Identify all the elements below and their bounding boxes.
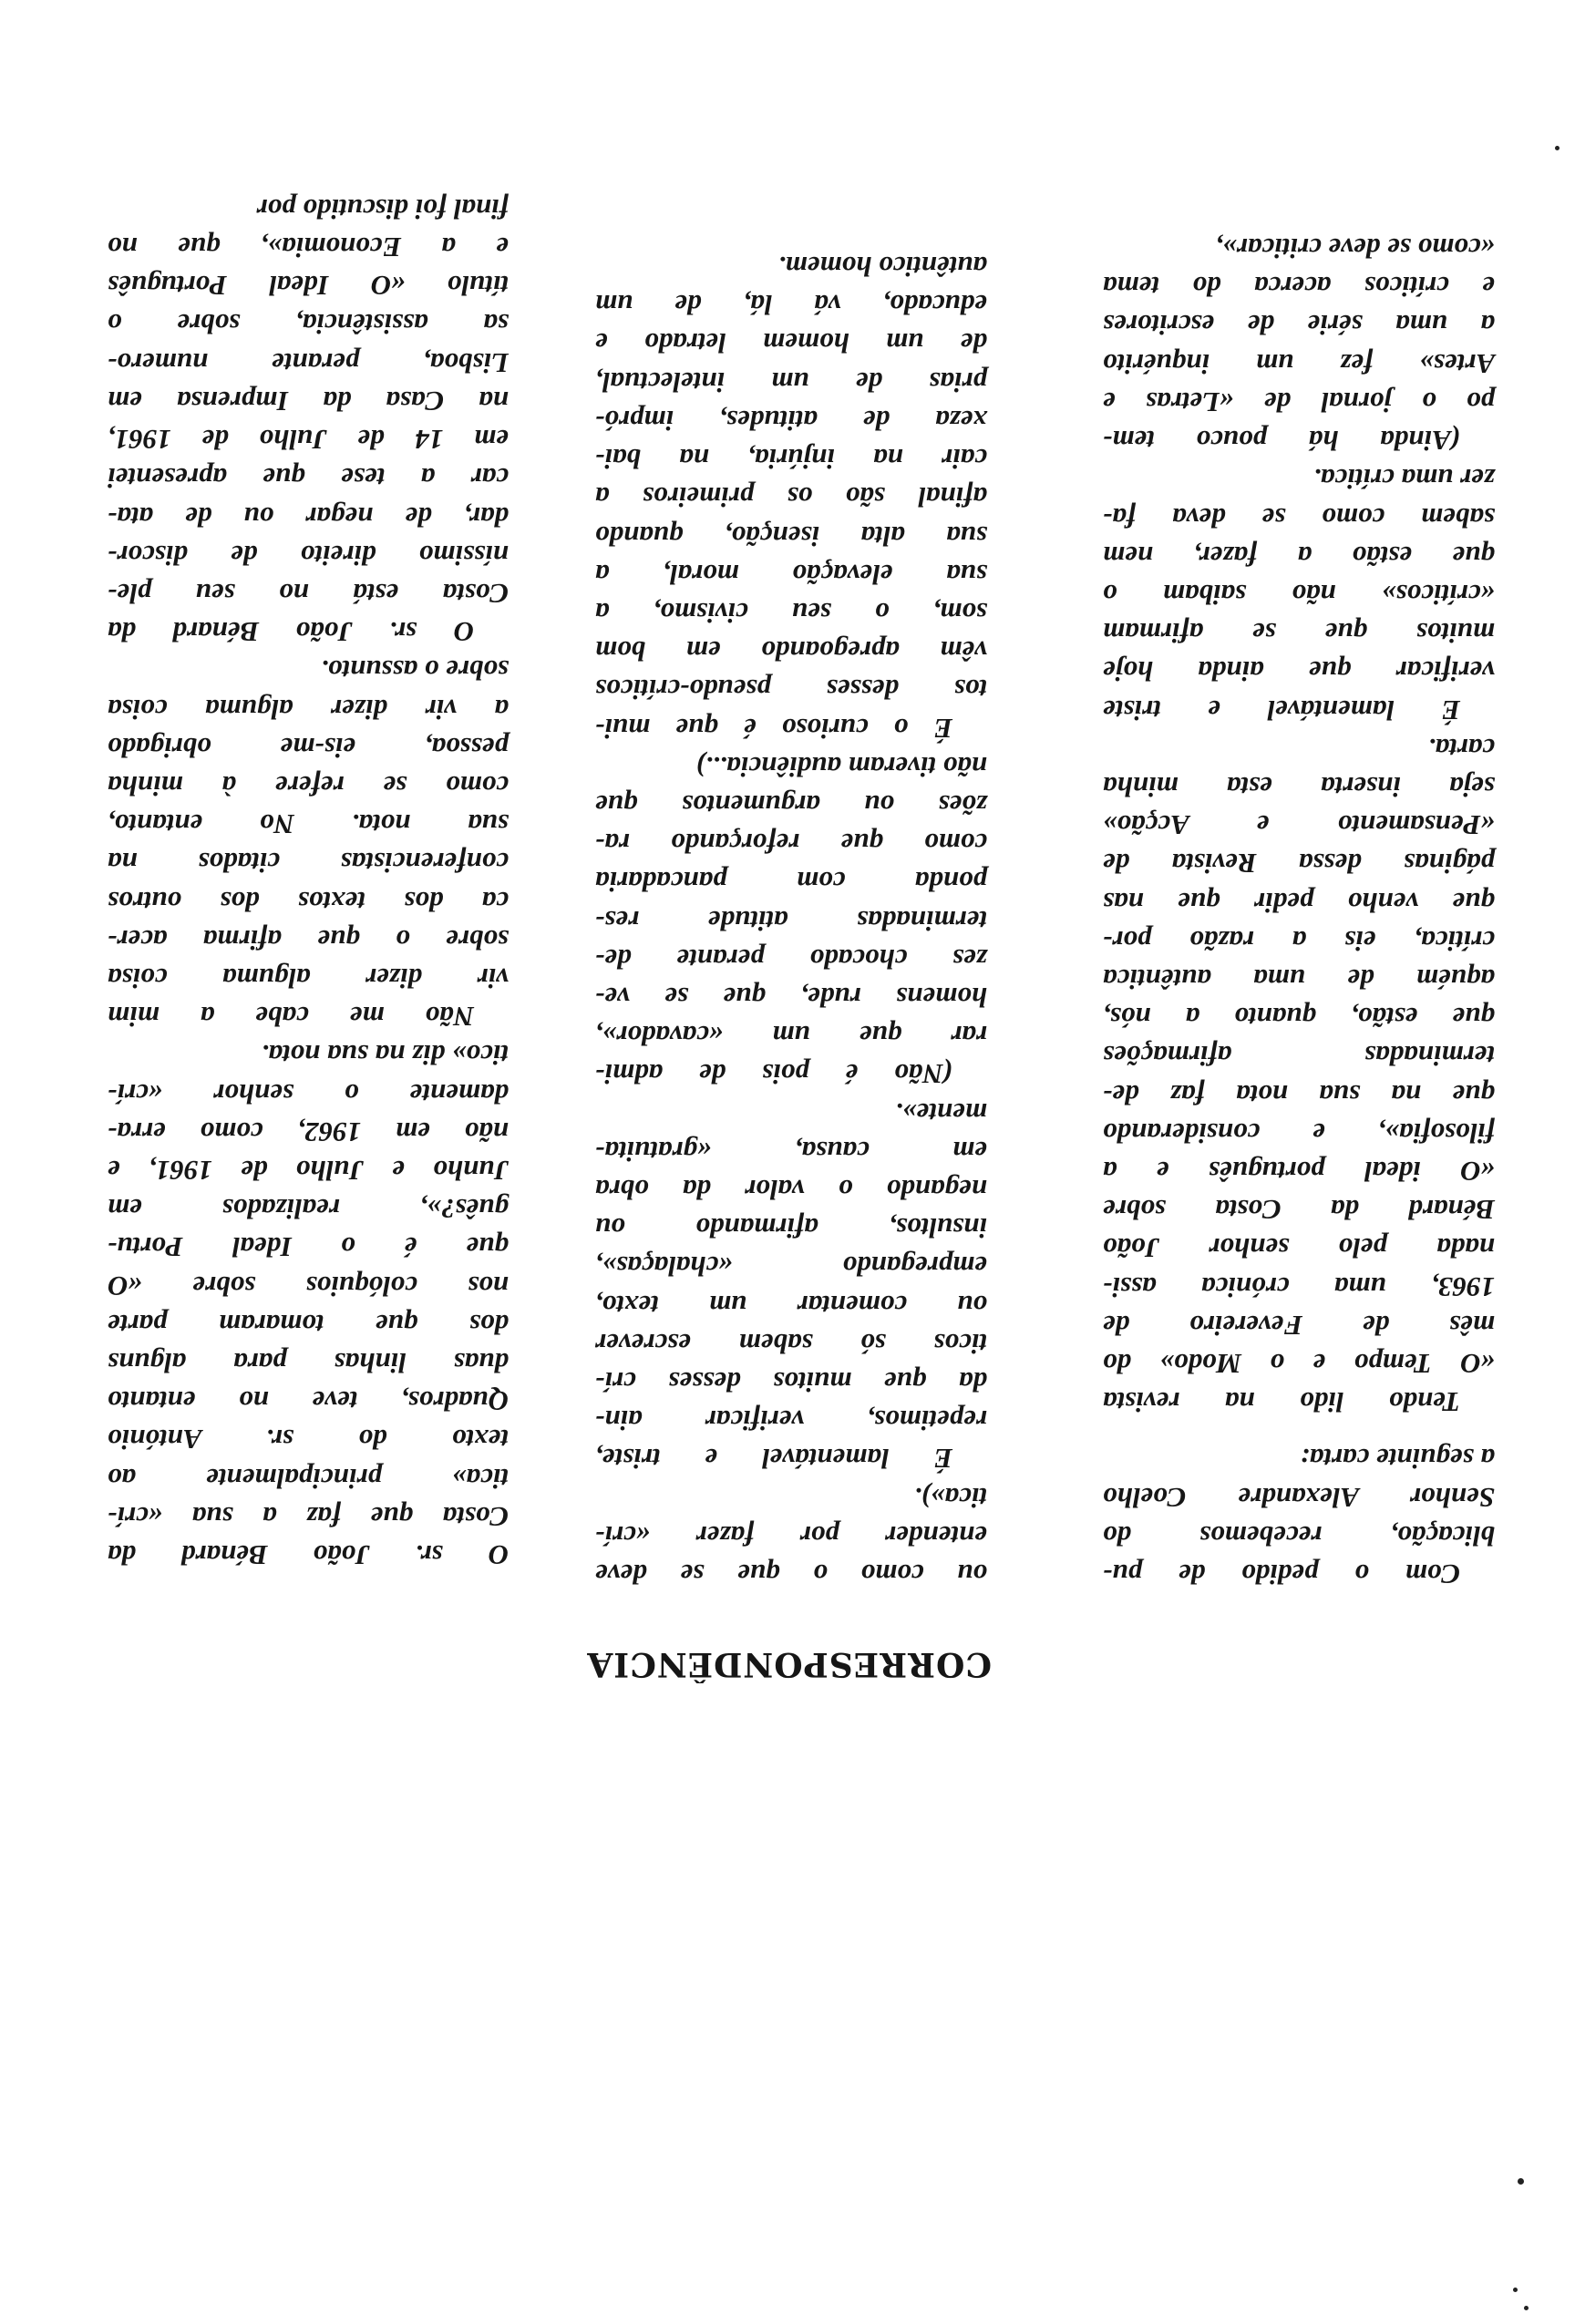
text-line: que estão a fazer, nem [1103, 540, 1495, 572]
text-line: e críticos acerca do tema [1103, 271, 1495, 303]
text-line: texto do sr. António [108, 1424, 509, 1456]
text-line: «como se deve criticar», [1215, 232, 1495, 265]
text-line: car a tese que apresentei [108, 462, 509, 495]
text-line: mente». [895, 1096, 987, 1129]
text-line: dos que tomaram parte [108, 1308, 509, 1341]
text-line: zer uma crítica. [1313, 463, 1495, 496]
scan-speck [1555, 146, 1560, 150]
text-line: filosofia», e considerando [1103, 1116, 1495, 1149]
letter-paragraph [595, 1093, 987, 1477]
text-line: a seguinte carta: [1300, 1443, 1495, 1476]
text-line: tica»). [913, 1481, 987, 1514]
text-line: educado, vá lá, de um [595, 289, 987, 322]
text-line: Senhor Alexandre Coelho [1103, 1481, 1495, 1514]
text-line: níssimo direito de discor- [108, 539, 509, 571]
text-line: rar que um «cavador», [595, 1020, 987, 1053]
letter-paragraph [1103, 459, 1495, 728]
text-line: Artes» fez um inquérito [1103, 347, 1495, 380]
text-line: (Ainda há pouco tem- [1103, 425, 1460, 458]
text-line: a vir dizer alguma coisa [108, 693, 509, 725]
text-line: que estão, quanto a nós, [1103, 1002, 1495, 1034]
scan-speck [1524, 2306, 1529, 2310]
text-line: homens rude, que se ve- [595, 981, 987, 1013]
text-line: conferencistas citados na [108, 847, 509, 879]
text-line: não em 1962, como erra- [108, 1116, 509, 1148]
text-line: Tendo lido na revista [1103, 1386, 1460, 1419]
text-line: som, o seu civismo, a [595, 596, 987, 629]
text-line: seja inserta esta minha [1103, 770, 1495, 803]
text-line: ou comentar um texto, [595, 1289, 987, 1321]
text-line: Com o pedido de pu- [1103, 1558, 1460, 1590]
text-line: carta. [1427, 732, 1495, 765]
text-line: crítica, eis a razão por- [1103, 924, 1495, 957]
text-line: «O ideal português e a [1103, 1155, 1495, 1188]
letter-paragraph [1103, 729, 1495, 1422]
text-line: ponda com pancadaria [595, 866, 987, 899]
text-line: sua nota. No entanto, [108, 808, 509, 841]
text-line: Bénard da Costa sobre [1103, 1194, 1495, 1227]
text-line: aquém de uma autêntica [1103, 962, 1495, 995]
text-line: O sr. João Bénard da [108, 1539, 509, 1571]
text-line: autêntico homem. [777, 251, 987, 283]
text-line: de um homem letrado e [595, 327, 987, 360]
text-line: verificar que ainda hoje [1103, 655, 1495, 688]
text-line: insultos, afirmando ou [595, 1212, 987, 1245]
text-line: e a Economia», que no [108, 231, 509, 264]
letter-paragraph [108, 190, 509, 651]
text-line: vir dizer alguma coisa [108, 961, 509, 994]
text-line: sua alta isenção, quando [595, 519, 987, 552]
text-line: Costa que faz a sua «crí- [108, 1500, 509, 1533]
text-line: blicação, recebemos do [1103, 1519, 1495, 1552]
text-line: terminadas atitude res- [595, 904, 987, 937]
text-line: na Casa da Imprensa em [108, 385, 509, 417]
text-line: como que reforçando ra- [595, 828, 987, 860]
text-line: (Não é pois de admi- [595, 1058, 952, 1091]
text-line: nada pelo senhor João [1103, 1232, 1495, 1265]
letter-paragraph [595, 1477, 987, 1593]
text-line: páginas dessa Revista de [1103, 848, 1495, 880]
text-line: Quadros, teve no entanto [108, 1385, 509, 1418]
text-line: tico» diz na sua nota. [261, 1039, 509, 1072]
text-line: nos colóquios sobre «O [108, 1270, 509, 1302]
text-line: duas linhas para alguns [108, 1346, 509, 1379]
text-column-1 [1103, 229, 1495, 1593]
section-heading: CORRESPONDÊNCIA [586, 1645, 992, 1683]
text-line: prias de um intelectual, [595, 365, 987, 398]
scan-speck [1513, 2288, 1518, 2292]
text-line: O sr. João Bénard da [108, 616, 474, 649]
text-line: da que muitos desses crí- [595, 1365, 987, 1398]
text-line: afinal são os primeiros a [595, 481, 987, 514]
text-line: pessoa, eis-me obrigado [108, 731, 509, 764]
text-line: entender por fazer «crí- [595, 1519, 987, 1552]
text-line: sa assistência, sobre o [108, 308, 509, 341]
text-line: repetimos, verificar ain- [595, 1404, 987, 1437]
paragraph-gap [1103, 1421, 1495, 1439]
text-line: ticos só sabem escrever [595, 1327, 987, 1360]
text-line: vêm apregoando em bom [595, 635, 987, 668]
letter-paragraph [1103, 229, 1495, 459]
text-line: zões ou argumentos que [595, 788, 987, 821]
text-line: ca dos textos dos outros [108, 885, 509, 918]
text-line: em 14 de Julho de 1961, [108, 424, 509, 457]
text-line: Lisboa, perante numero- [108, 346, 509, 379]
text-line: Junho e Julho de 1961, e [108, 1154, 509, 1187]
text-line: zes chocado perante de- [595, 942, 987, 975]
text-line: que venho pedir que nas [1103, 886, 1495, 919]
intro-paragraph [1103, 1439, 1495, 1593]
text-line: empregando «chalaças», [595, 1250, 987, 1283]
text-line: po o jornal de «Letras e [1103, 386, 1495, 418]
text-line: sobre o assunto. [321, 654, 509, 687]
text-line: a uma série de escritores [1103, 309, 1495, 342]
text-line: mês de Fevereiro de [1103, 1309, 1495, 1342]
letter-paragraph [108, 651, 509, 1035]
text-line: É lamentável e triste [1103, 694, 1460, 726]
text-line: tos desses pseudo-críticos [595, 674, 987, 706]
text-line: em causa, «gratuita- [595, 1135, 987, 1167]
text-line: final foi discutido por [256, 192, 509, 225]
text-line: dar, de negar ou de ata- [108, 500, 509, 533]
letter-paragraph [595, 747, 987, 1094]
text-line: É o curioso é que mui- [595, 712, 952, 745]
text-line: É lamentável e triste, [595, 1443, 952, 1476]
text-line: ou como o que se deve [595, 1558, 987, 1590]
text-line: «O Tempo e o Modo» do [1103, 1347, 1495, 1380]
text-line: cair na injúria, na bai- [595, 443, 987, 476]
text-line: não tiveram audiência...) [695, 750, 987, 783]
text-line: terminadas afirmações [1103, 1040, 1495, 1073]
text-line: xeza de atitudes, impró- [595, 404, 987, 437]
text-line: negando o valor da obra [595, 1173, 987, 1206]
text-line: tica» principalmente ao [108, 1462, 509, 1495]
text-line: damente o senhor «crí- [108, 1077, 509, 1110]
text-line: que na sua nota faz de- [1103, 1078, 1495, 1111]
text-line: sabem como se deva fa- [1103, 501, 1495, 534]
text-line: como se refere à minha [108, 769, 509, 802]
text-line: guês?», realizados em [108, 1193, 509, 1226]
text-line: sua elevação moral, a [595, 558, 987, 591]
text-line: que é o Ideal Portu- [108, 1231, 509, 1264]
text-line: sobre o que afirma acer- [108, 923, 509, 956]
text-line: 1963, uma crónica assi- [1103, 1270, 1495, 1303]
text-line: «críticos» não saibam o [1103, 578, 1495, 611]
text-line: título «O Ideal Português [108, 270, 509, 303]
scan-speck [1518, 2178, 1524, 2185]
text-line: Costa está no seu ple- [108, 577, 509, 610]
text-line: Não me cabe a mim [108, 1001, 474, 1033]
letter-paragraph [108, 1035, 509, 1574]
text-column-2 [595, 247, 987, 1593]
text-line: muitos que se afirmam [1103, 617, 1495, 650]
letter-paragraph [595, 247, 987, 747]
text-column-3 [108, 190, 509, 1574]
text-line: «Pensamento e Acção» [1103, 809, 1495, 842]
